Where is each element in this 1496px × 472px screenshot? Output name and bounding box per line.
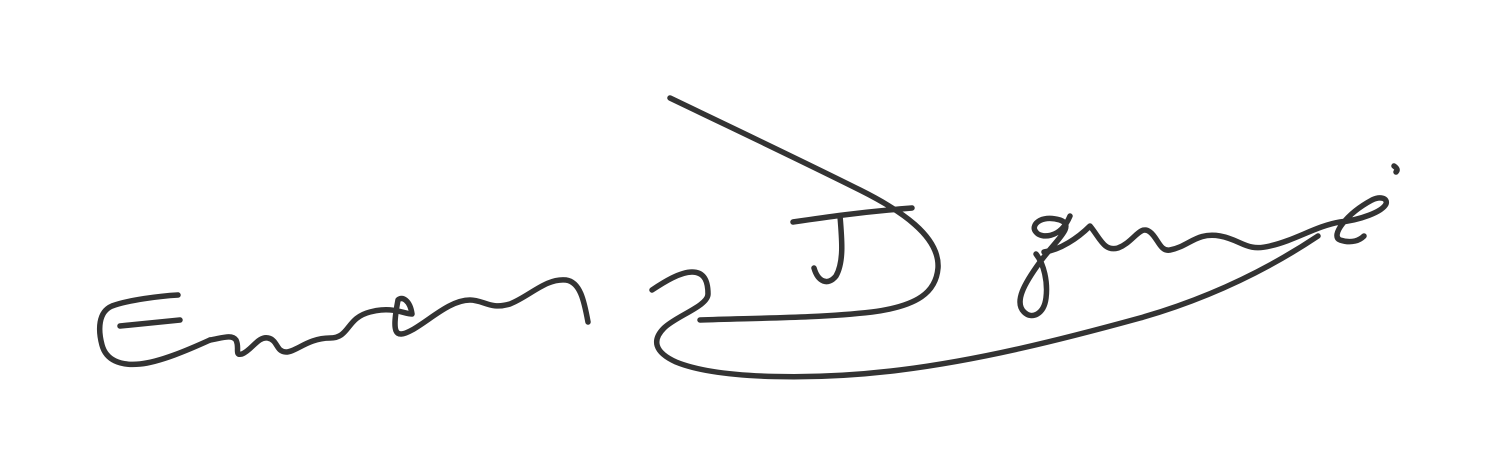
signature-stroke-piel: [1044, 198, 1386, 252]
signature-stroke-j-top: [793, 208, 912, 282]
signature-stroke-e: [100, 295, 210, 364]
signature-stroke-j-loop: [652, 236, 1318, 377]
signature-stroke-s: [1020, 216, 1070, 316]
signature-stroke-mma: [210, 280, 588, 354]
signature-dot: [1394, 166, 1397, 172]
